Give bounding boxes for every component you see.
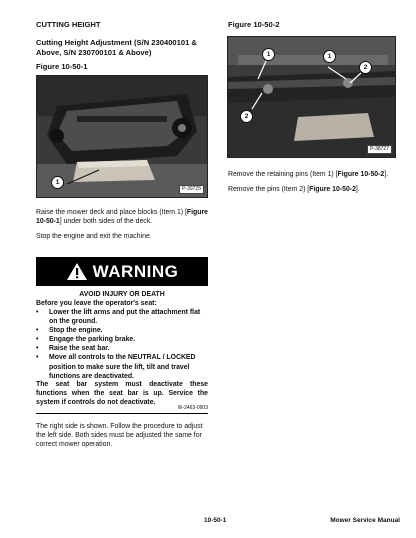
section-title: CUTTING HEIGHT (36, 20, 101, 29)
figure-label-1: Figure 10-50-1 (36, 62, 88, 71)
callout-2: 2 (240, 110, 253, 123)
warning-heading: AVOID INJURY OR DEATH (79, 291, 165, 298)
warning-item: • Stop the engine. (36, 326, 208, 335)
mower-pins-illustration (228, 37, 395, 157)
figure-label-2: Figure 10-50-2 (228, 20, 280, 29)
warning-item: • Engage the parking brake. (36, 335, 208, 344)
warning-item: • Lower the lift arms and put the attachment flat on the ground. (36, 308, 208, 326)
callout-1: 1 (51, 176, 64, 189)
instruction-remove-retaining-pins: Remove the retaining pins (Item 1) [Figure 10-50-2]. (228, 171, 389, 178)
warning-closing: The seat bar system must deactivate these functions when the seat bar is up. Service the system if controls do not deactivate. (36, 381, 208, 407)
warning-list (36, 308, 208, 381)
section-subtitle: Cutting Height Adjustment (S/N 230400101 & Above, S/N 230700101 & Above) (36, 38, 197, 57)
photo-id: P-38727 (367, 145, 392, 154)
instruction-stop-engine: Stop the engine and exit the machine. (36, 233, 152, 240)
warning-list-container (36, 308, 208, 381)
page-number: 10-50-1 (204, 517, 227, 524)
warning-triangle-icon (66, 262, 88, 281)
warning-code: W-2463-0903 (177, 405, 208, 411)
warning-item: • Raise the seat bar. (36, 344, 208, 353)
instruction-right-side: The right side is shown. Follow the procedure to adjust the left side. Both sides must be adjusted the same for correct mower operation. (36, 423, 203, 449)
warning-banner-text: WARNING (92, 261, 179, 281)
instruction-raise-deck: Raise the mower deck and place blocks (Item 1) [Figure 10-50-1] under both sides of the deck. (36, 209, 208, 226)
warning-bottom-rule (36, 413, 208, 414)
figure-photo-pins (227, 36, 396, 158)
callout-2: 2 (359, 61, 372, 74)
callout-1: 1 (323, 50, 336, 63)
manual-title: Mower Service Manual (330, 517, 400, 524)
callout-1: 1 (262, 48, 275, 61)
warning-banner (36, 257, 208, 286)
figure-photo-mower-deck (36, 75, 208, 198)
instruction-remove-pins: Remove the pins (Item 2) [Figure 10-50-2]. (228, 186, 360, 193)
warning-intro: Before you leave the operator's seat: (36, 300, 157, 307)
photo-id: P-39725 (179, 185, 204, 194)
warning-item: • Move all controls to the NEUTRAL / LOCKED position to make sure the lift, tilt and travel functions are deactivated. (36, 353, 208, 380)
